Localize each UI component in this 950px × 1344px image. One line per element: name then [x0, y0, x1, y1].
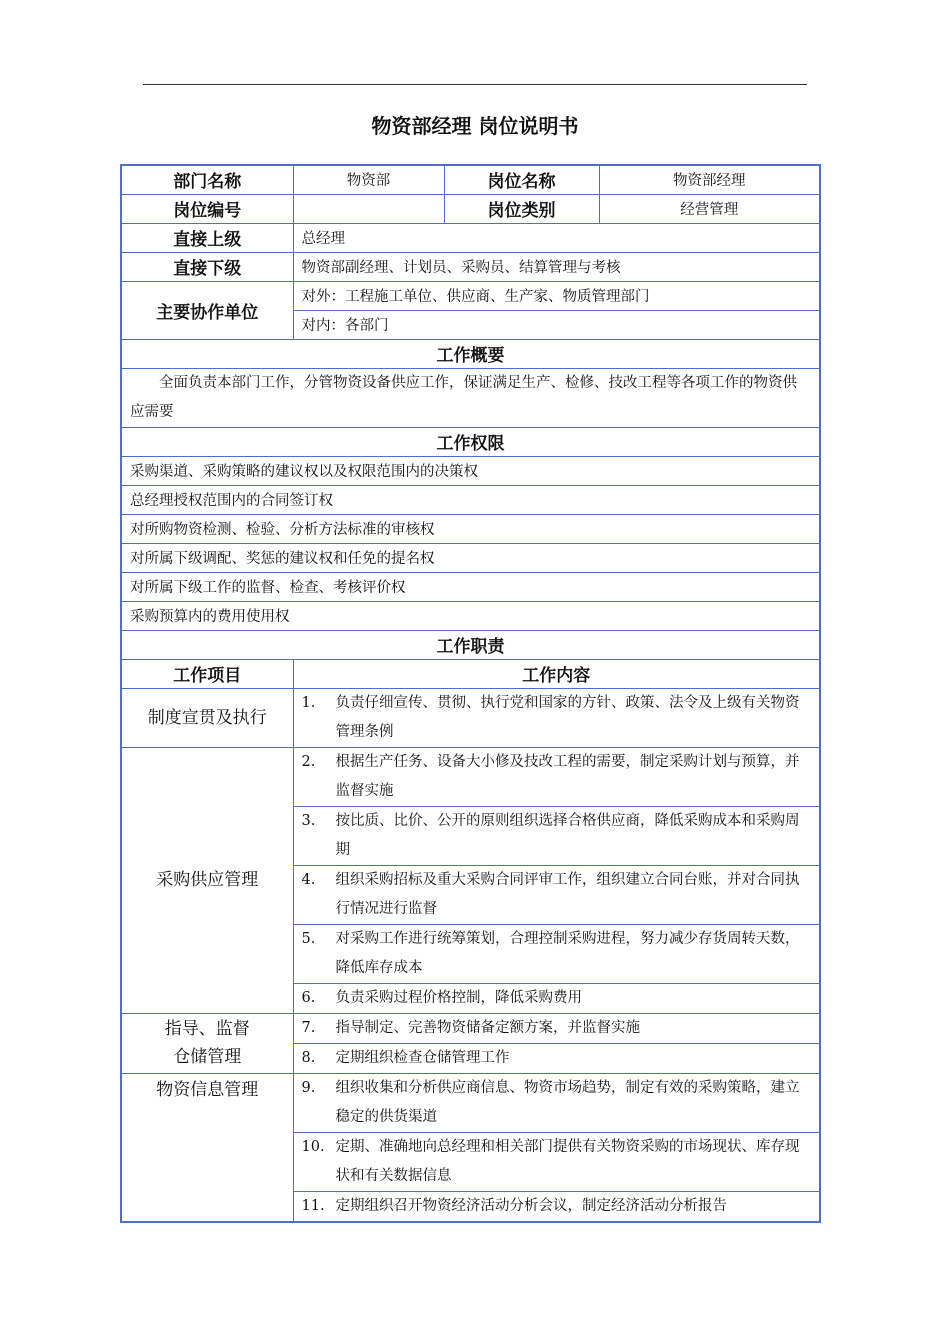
authority-item: 采购渠道、采购策略的建议权以及权限范围内的决策权: [121, 456, 820, 485]
row-summary-text: [121, 368, 820, 427]
duty-item: [293, 1013, 820, 1043]
coop-internal: 对内：各部门: [293, 310, 820, 339]
duty-row: [121, 1073, 820, 1132]
duty-category-line: 指导、监督: [164, 1019, 250, 1039]
row-dept: [121, 165, 820, 194]
code-value: [293, 194, 444, 223]
duty-category: 制度宣贯及执行: [121, 688, 293, 747]
duty-number: 8.: [301, 1049, 316, 1066]
col-content-header: 工作内容: [293, 659, 820, 688]
duty-number: 4.: [301, 871, 316, 888]
duty-item: [293, 1073, 820, 1132]
duty-item: [293, 983, 820, 1013]
duty-row: [121, 747, 820, 806]
row-code: [121, 194, 820, 223]
authority-item: 采购预算内的费用使用权: [121, 601, 820, 630]
authority-heading: 工作权限: [121, 427, 820, 456]
duty-number: 11.: [301, 1197, 325, 1214]
duty-number: 2.: [301, 753, 316, 770]
duty-category-line: 仓储管理: [173, 1047, 242, 1067]
duty-number: 5.: [301, 930, 316, 947]
document-title: 物资部经理 岗位说明书: [371, 114, 579, 138]
duty-text: 负责采购过程价格控制，降低采购费用: [335, 989, 582, 1006]
header-rule: [143, 84, 807, 85]
duty-text: 根据生产任务、设备大小修及技改工程的需要，制定采购计划与预算，并监督实施: [335, 753, 800, 799]
row-authority-heading: [121, 427, 820, 456]
row-duties-heading: [121, 630, 820, 659]
coop-label: 主要协作单位: [121, 281, 293, 339]
duty-item: [293, 806, 820, 865]
job-description-table: [120, 164, 821, 1223]
duty-text: 定期组织检查仓储管理工作: [335, 1049, 510, 1066]
row-summary-heading: [121, 339, 820, 368]
duty-number: 10.: [301, 1138, 325, 1155]
duty-text: 负责仔细宣传、贯彻、执行党和国家的方针、政策、法令及上级有关物资管理条例: [335, 694, 800, 740]
dept-value: 物资部: [293, 165, 444, 194]
duties-heading: 工作职责: [121, 630, 820, 659]
row-authority: [121, 543, 820, 572]
duty-category: [121, 1013, 293, 1073]
duty-text: 对采购工作进行统筹策划，合理控制采购进程，努力减少存货周转天数，降低库存成本: [335, 930, 800, 976]
row-superior: [121, 223, 820, 252]
duty-row: [121, 688, 820, 747]
duty-text: 指导制定、完善物资储备定额方案，并监督实施: [335, 1019, 640, 1036]
code-label: 岗位编号: [121, 194, 293, 223]
superior-value: 总经理: [293, 223, 820, 252]
authority-item: 对所购物资检测、检验、分析方法标准的审核权: [121, 514, 820, 543]
duty-text: 定期、准确地向总经理和相关部门提供有关物资采购的市场现状、库存现状和有关数据信息: [335, 1138, 800, 1184]
row-authority: [121, 456, 820, 485]
authority-item: 对所属下级工作的监督、检查、考核评价权: [121, 572, 820, 601]
summary-text: 全面负责本部门工作，分管物资设备供应工作，保证满足生产、检修、技改工程等各项工作的物资供应需要: [121, 368, 820, 427]
duty-item: [293, 924, 820, 983]
duty-number: 9.: [301, 1079, 316, 1096]
superior-label: 直接上级: [121, 223, 293, 252]
coop-external: 对外：工程施工单位、供应商、生产家、物质管理部门: [293, 281, 820, 310]
row-duties-columns: [121, 659, 820, 688]
duty-number: 1.: [301, 694, 316, 711]
duty-text: 按比质、比价、公开的原则组织选择合格供应商，降低采购成本和采购周期: [335, 812, 800, 858]
position-label: 岗位名称: [444, 165, 599, 194]
duty-text: 组织采购招标及重大采购合同评审工作，组织建立合同台账，并对合同执行情况进行监督: [335, 871, 800, 917]
subordinate-label: 直接下级: [121, 252, 293, 281]
authority-item: 总经理授权范围内的合同签订权: [121, 485, 820, 514]
category-value: 经营管理: [599, 194, 820, 223]
duty-item: [293, 747, 820, 806]
duty-item: [293, 688, 820, 747]
duty-category: 采购供应管理: [121, 747, 293, 1013]
duty-text: 组织收集和分析供应商信息、物资市场趋势，制定有效的采购策略，建立稳定的供货渠道: [335, 1079, 800, 1125]
row-coop-external: [121, 281, 820, 310]
duty-item: [293, 1191, 820, 1222]
row-authority: [121, 572, 820, 601]
duty-number: 6.: [301, 989, 316, 1006]
position-value: 物资部经理: [599, 165, 820, 194]
authority-item: 对所属下级调配、奖惩的建议权和任免的提名权: [121, 543, 820, 572]
duty-item: [293, 1043, 820, 1073]
summary-heading: 工作概要: [121, 339, 820, 368]
dept-label: 部门名称: [121, 165, 293, 194]
row-subordinate: [121, 252, 820, 281]
subordinate-value: 物资部副经理、计划员、采购员、结算管理与考核: [293, 252, 820, 281]
row-authority: [121, 485, 820, 514]
row-authority: [121, 514, 820, 543]
col-item-header: 工作项目: [121, 659, 293, 688]
duty-item: [293, 865, 820, 924]
duty-item: [293, 1132, 820, 1191]
duty-category: 物资信息管理: [121, 1073, 293, 1222]
duty-row: [121, 1013, 820, 1043]
duty-number: 3.: [301, 812, 316, 829]
duty-number: 7.: [301, 1019, 316, 1036]
category-label: 岗位类别: [444, 194, 599, 223]
duty-text: 定期组织召开物资经济活动分析会议，制定经济活动分析报告: [335, 1197, 727, 1214]
row-authority: [121, 601, 820, 630]
